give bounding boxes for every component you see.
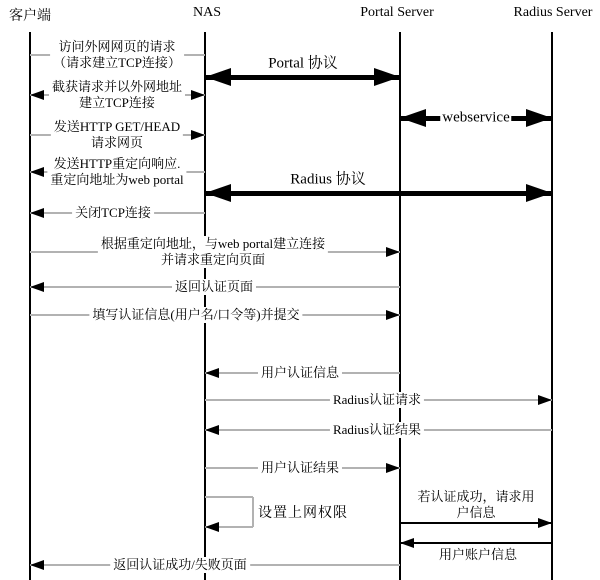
protocol-arrowhead-right-icon [526, 184, 552, 202]
protocol-arrowhead-left-icon [400, 109, 426, 127]
arrowhead-left-icon [30, 282, 44, 292]
message-label-user-auth-info: 用户认证信息 [258, 365, 342, 381]
protocol-label-portal-protocol: Portal 协议 [268, 55, 338, 72]
selfloop-arrowhead-left-icon [205, 522, 219, 532]
arrowhead-left-icon [400, 538, 414, 548]
protocol-label-webservice: webservice [442, 109, 510, 126]
protocol-arrowhead-left-icon [205, 184, 231, 202]
protocol-arrowhead-left-icon [205, 68, 231, 86]
protocol-label-radius-protocol: Radius 协议 [290, 171, 366, 188]
actor-label-nas: NAS [192, 5, 222, 20]
arrowhead-left-icon [205, 368, 219, 378]
message-label-radius-auth-result: Radius认证结果 [330, 422, 424, 438]
arrowhead-right-icon [191, 90, 205, 100]
arrowhead-left-icon [30, 208, 44, 218]
message-line-request-user-info [400, 522, 552, 524]
arrowhead-right-icon [538, 395, 552, 405]
message-label-connect-web-portal: 根据重定向地址，与web portal建立连接 并请求重定向页面 [98, 236, 328, 268]
actor-label-radius-server: Radius Server [513, 5, 593, 20]
protocol-arrowhead-right-icon [374, 68, 400, 86]
message-label-return-result-page: 返回认证成功/失败页面 [110, 557, 250, 573]
message-label-http-get-request: 发送HTTP GET/HEAD 请求网页 [51, 119, 183, 151]
arrowhead-right-icon [386, 310, 400, 320]
message-label-return-auth-page: 返回认证页面 [172, 279, 256, 295]
arrowhead-right-icon [538, 518, 552, 528]
selfloop-top-line [205, 496, 253, 497]
arrowhead-right-icon [191, 130, 205, 140]
arrowhead-left-icon [205, 425, 219, 435]
message-label-request-user-info: 若认证成功，请求用 户信息 [414, 489, 537, 521]
message-label-http-redirect: 发送HTTP重定向响应. 重定向地址为web portal [47, 156, 186, 188]
message-label-intercept-connect: 截获请求并以外网地址 建立TCP连接 [49, 79, 185, 111]
selfloop-right-line [252, 497, 253, 527]
message-label-access-request: 访问外网网页的请求 （请求建立TCP连接） [50, 39, 184, 71]
lifeline-nas [204, 32, 206, 580]
lifeline-client [29, 32, 31, 580]
arrowhead-left-icon [30, 90, 44, 100]
actor-label-client: 客户端 [9, 9, 51, 24]
protocol-shaft-radius-protocol [205, 191, 552, 196]
protocol-shaft-portal-protocol [205, 75, 400, 80]
message-label-close-tcp: 关闭TCP连接 [72, 205, 154, 221]
arrowhead-left-icon [30, 167, 44, 177]
protocol-arrowhead-right-icon [526, 109, 552, 127]
message-label-user-account-info: 用户账户信息 [436, 547, 520, 563]
message-label-submit-auth-info: 填写认证信息(用户名/口令等)并提交 [89, 307, 302, 323]
arrowhead-right-icon [386, 247, 400, 257]
message-label-user-auth-result: 用户认证结果 [258, 460, 342, 476]
message-line-user-account-info [400, 542, 552, 544]
arrowhead-right-icon [386, 463, 400, 473]
message-label-radius-auth-request: Radius认证请求 [330, 392, 424, 408]
arrowhead-left-icon [30, 560, 44, 570]
selfloop-label-set-access-rights: 设置上网权限 [258, 506, 348, 521]
actor-label-portal-server: Portal Server [360, 5, 434, 20]
